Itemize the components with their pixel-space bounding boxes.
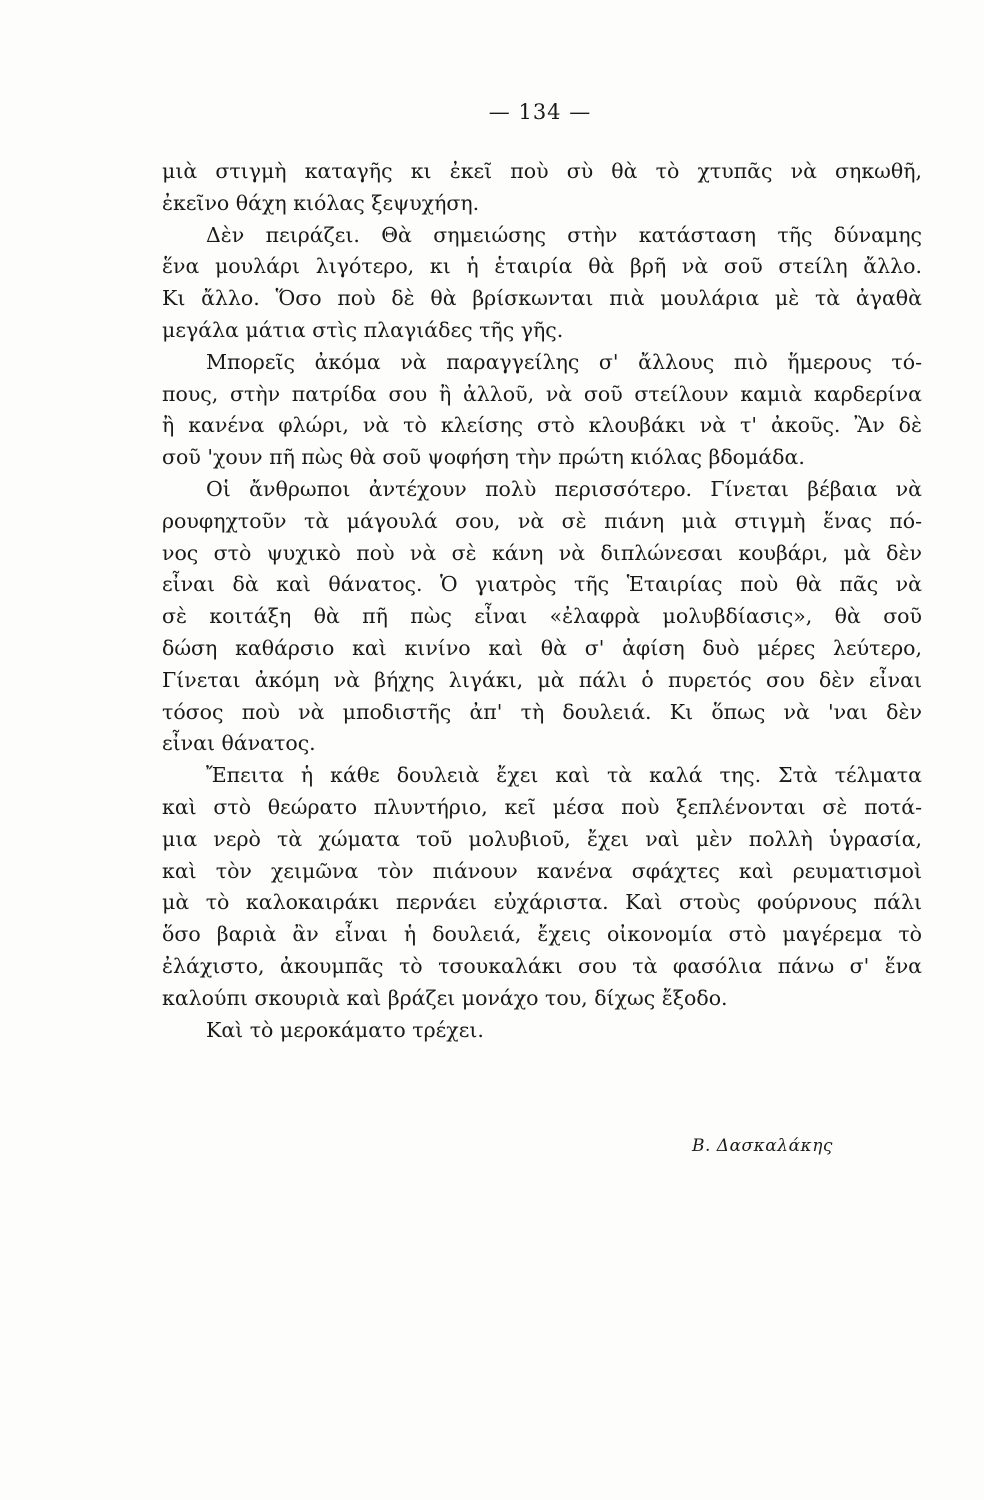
- text-line: ἕνα μουλάρι λιγότερο, κι ἡ ἑταιρία θὰ βρῆ νὰ σοῦ στείλη ἄλλο.: [162, 254, 922, 279]
- text-line: Δὲν πειράζει. Θὰ σημειώσης στὴν κατάσταση τῆς δύναμης: [206, 222, 922, 247]
- body-text: [162, 156, 922, 1046]
- page-number: — 134 —: [488, 100, 592, 124]
- text-line: Γίνεται ἀκόμη νὰ βήχης λιγάκι, μὰ πάλι ὁ πυρετός σου δὲν εἶναι: [162, 667, 922, 692]
- text-line: μεγάλα μάτια στὶς πλαγιάδες τῆς γῆς.: [162, 317, 564, 342]
- text-line: ὅσο βαριὰ ἂν εἶναι ἡ δουλειά, ἔχεις οἰκονομία στὸ μαγέρεμα τὸ: [162, 922, 922, 947]
- text-line: ρουφηχτοῦν τὰ μάγουλά σου, νὰ σὲ πιάνη μιὰ στιγμὴ ἕνας πό-: [162, 508, 922, 533]
- text-line: μὰ τὸ καλοκαιράκι περνάει εὐχάριστα. Καὶ στοὺς φούρνους πάλι: [162, 890, 922, 915]
- text-line: Κι ἄλλο. Ὅσο ποὺ δὲ θὰ βρίσκωνται πιὰ μουλάρια μὲ τὰ ἀγαθὰ: [162, 286, 922, 311]
- text-line: εἶναι θάνατος.: [162, 731, 316, 756]
- text-line: σὲ κοιτάξη θὰ πῆ πὼς εἶναι «ἐλαφρὰ μολυβδίασις», θὰ σοῦ: [162, 604, 922, 629]
- text-line: πους, στὴν πατρίδα σου ἢ ἀλλοῦ, νὰ σοῦ στείλουν καμιὰ καρδερίνα: [162, 381, 922, 406]
- text-line: καλούπι σκουριὰ καὶ βράζει μονάχο του, δίχως ἔξοδο.: [162, 985, 728, 1010]
- text-line: νος στὸ ψυχικὸ ποὺ νὰ σὲ κάνη νὰ διπλώνεσαι κουβάρι, μὰ δὲν: [162, 540, 922, 565]
- text-line: τόσος ποὺ νὰ μποδιστῆς ἀπ' τὴ δουλειά. Κι ὅπως νὰ 'ναι δὲν: [162, 699, 922, 724]
- text-line: ἢ κανένα φλώρι, νὰ τὸ κλείσης στὸ κλουβάκι νὰ τ' ἀκοῦς. Ἂν δὲ: [162, 413, 922, 438]
- text-line: καὶ στὸ θεώρατο πλυντήριο, κεῖ μέσα ποὺ ξεπλένονται σὲ ποτά-: [162, 794, 922, 819]
- text-line: δώση καθάρσιο καὶ κινίνο καὶ θὰ σ' ἀφίση δυὸ μέρες λεύτερο,: [162, 635, 922, 660]
- text-line: ἐλάχιστο, ἀκουμπᾶς τὸ τσουκαλάκι σου τὰ φασόλια πάνω σ' ἕνα: [162, 953, 922, 978]
- text-line: Καὶ τὸ μεροκάματο τρέχει.: [206, 1017, 484, 1042]
- text-line: Οἱ ἄνθρωποι ἀντέχουν πολὺ περισσότερο. Γίνεται βέβαια νὰ: [206, 476, 922, 501]
- text-line: σοῦ 'χουν πῆ πὼς θὰ σοῦ ψοφήση τὴν πρώτη κιόλας βδομάδα.: [162, 445, 805, 470]
- text-line: μιὰ στιγμὴ καταγῆς κι ἐκεῖ ποὺ σὺ θὰ τὸ χτυπᾶς νὰ σηκωθῆ,: [162, 159, 922, 183]
- text-line: μια νερὸ τὰ χώματα τοῦ μολυβιοῦ, ἔχει ναὶ μὲν πολλὴ ὑγρασία,: [162, 826, 922, 851]
- text-line: εἶναι δὰ καὶ θάνατος. Ὁ γιατρὸς τῆς Ἑταιρίας ποὺ θὰ πᾶς νὰ: [162, 572, 922, 597]
- text-line: ἐκεῖνο θάχη κιόλας ξεψυχήση.: [162, 190, 480, 215]
- author-signature: Β. Δασκαλάκης: [692, 1136, 833, 1156]
- text-line: Μπορεῖς ἀκόμα νὰ παραγγείλης σ' ἄλλους πιὸ ἥμερους τό-: [206, 349, 922, 374]
- text-line: καὶ τὸν χειμῶνα τὸν πιάνουν κανένα σφάχτες καὶ ρευματισμοὶ: [162, 858, 922, 883]
- text-line: Ἔπειτα ἡ κάθε δουλειὰ ἔχει καὶ τὰ καλά της. Στὰ τέλματα: [206, 763, 922, 788]
